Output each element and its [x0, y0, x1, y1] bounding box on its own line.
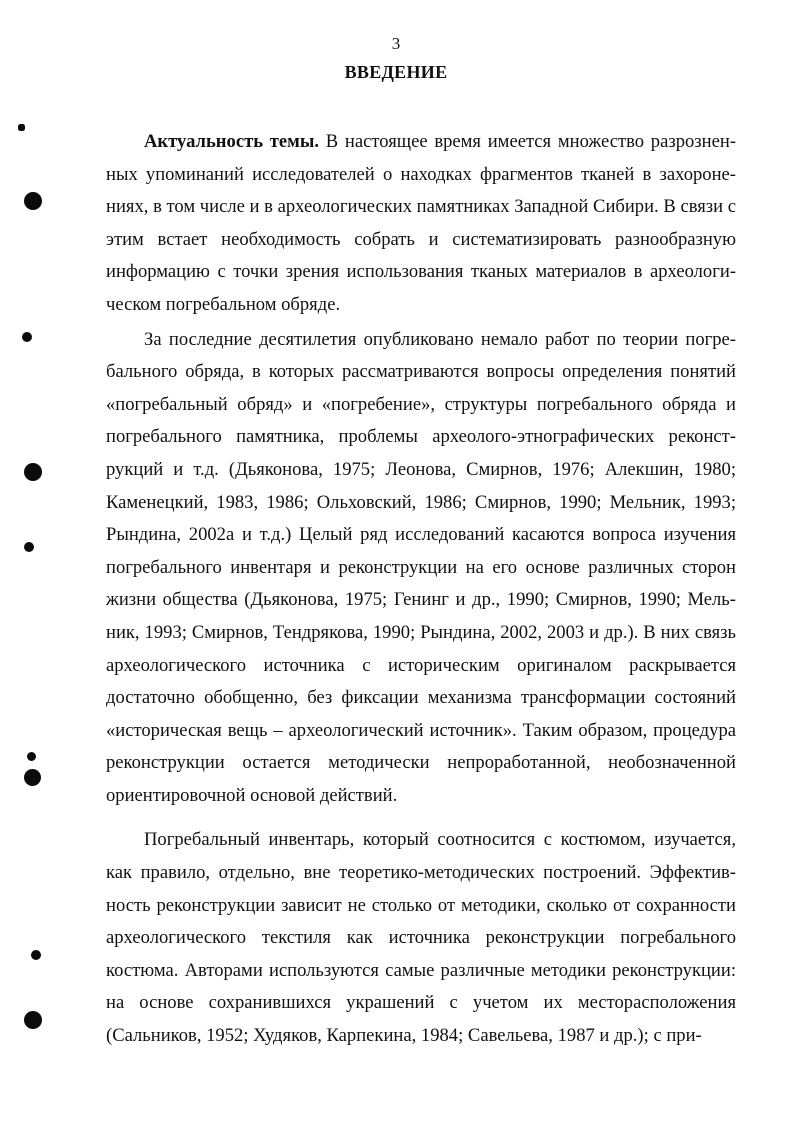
- binder-hole: [24, 542, 34, 552]
- page-number: 3: [391, 34, 401, 53]
- paragraph-funeral-inventory: Погребальный инвентарь, который соотносится с костюмом, изучается, как правило, отдельно, вне теоретико-методических построений. Эффективность реконструкции зависит не столько от методики, сколько от сохранности археологического текстиля как источника реконструкции погребального костюма. Авторами используются самые различные методики реконструкции: на основе сохранившихся украшений с учетом их месторасположения (Сальников, 1952; Худяков, Карпекина, 1984; Савельева, 1987 и др.); с при-: [106, 829, 736, 1047]
- paragraph-relevance: [106, 126, 736, 322]
- page-title: ВВЕДЕНИЕ: [344, 62, 448, 82]
- binder-hole: [24, 769, 41, 786]
- scan-mark: [18, 124, 25, 131]
- binder-hole: [27, 752, 36, 761]
- paragraph-lead-relevance: Актуальность темы.: [144, 131, 320, 152]
- binder-hole: [31, 950, 41, 960]
- paragraph-text-relevance: В настоящее время имеется множество разрозненных упоминаний исследователей о находках фрагментов тканей в захоронениях, в том числе и в археологических памятниках Западной Сибири. В связи с этим встает необходимость собрать и систематизировать разнообразную информацию с точки зрения использования тканых материалов в археологическом погребальном обряде.: [106, 131, 736, 315]
- binder-hole: [22, 332, 32, 342]
- binder-hole: [24, 1011, 42, 1029]
- binder-hole: [24, 463, 42, 481]
- binder-hole: [24, 192, 42, 210]
- paragraph-funeral-rite-theory: За последние десятилетия опубликовано немало работ по теории погребального обряда, в которых рассматриваются вопросы определения понятий «погребальный обряд» и «погребение», структуры погребального обряда и погребального памятника, проблемы археолого-этнографических реконструкций и т.д. (Дьяконова, 1975; Леонова, Смирнов, 1976; Алекшин, 1980; Каменецкий, 1983, 1986; Ольховский, 1986; Смирнов, 1990; Мельник, 1993; Рындина, 2002а и т.д.) Целый ряд исследований касаются вопроса изучения погребального инвентаря и реконструкции на его основе различных сторон жизни общества (Дьяконова, 1975; Генинг и др., 1990; Смирнов, 1990; Мельник, 1993; Смирнов, Тендрякова, 1990; Рындина, 2002, 2003 и др.). В них связь археологического источника с историческим оригиналом раскрывается достаточно обобщенно, без фиксации механизма трансформации состояний «историческая вещь – археологический источник». Таким образом, процедура реконструкции остается методически непроработанной, необозначенной ориентировочной основой действий.: [106, 328, 736, 806]
- body-text: [106, 126, 736, 1053]
